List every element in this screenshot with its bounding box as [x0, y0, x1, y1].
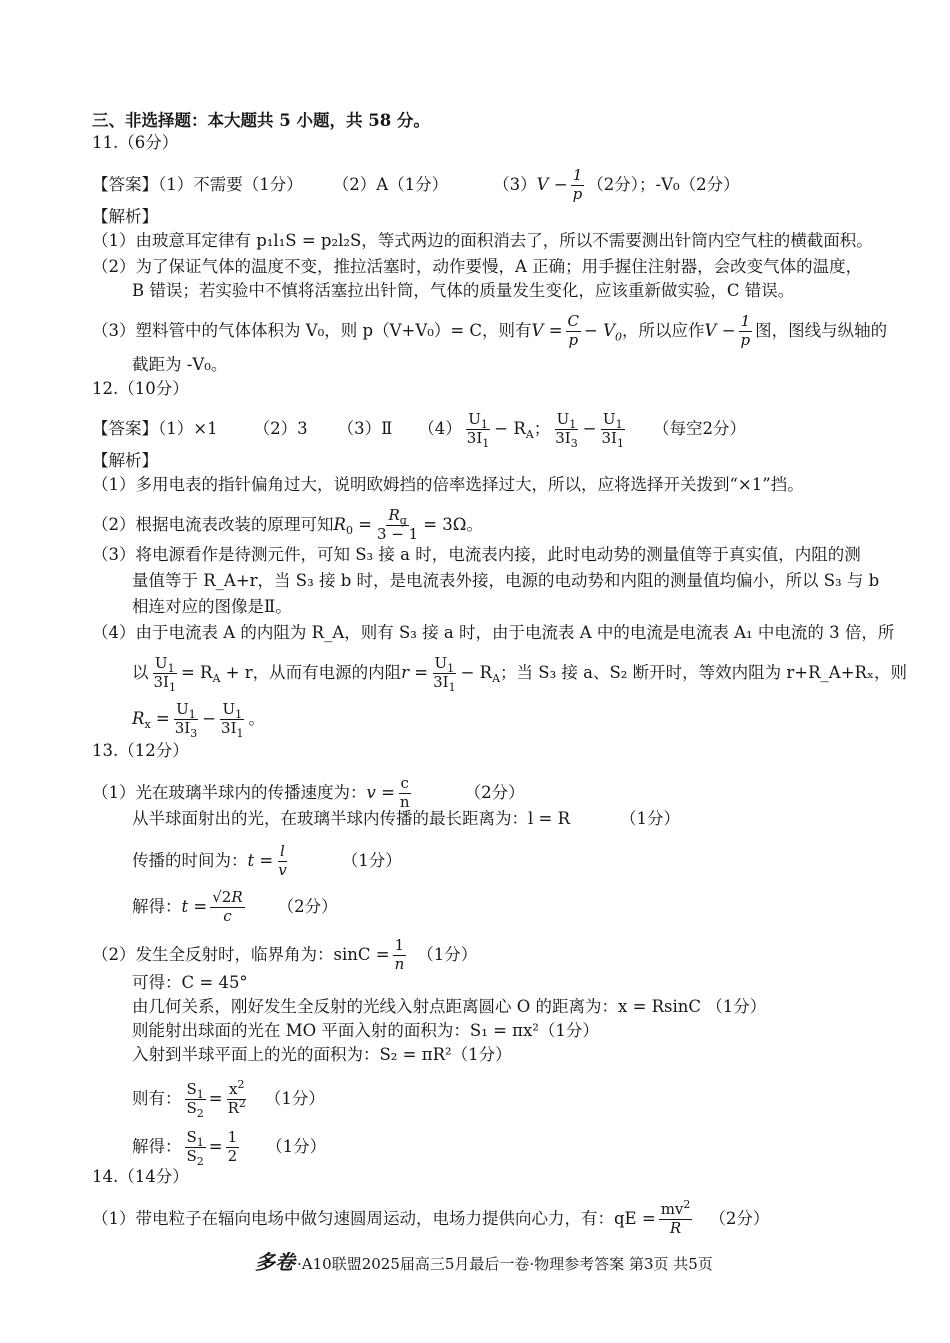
q13-part2-ratio: 则有： $\frac{S_1}{S_2}$ = $\frac{x^2}{R^2}$ （1分）	[132, 1078, 325, 1120]
q12-analysis-4-line3: $R_x$ = $\frac{U_1}{3I_3}$ − $\frac{U_1}{3I_1}$ 。	[132, 700, 265, 740]
q13-part2-critical: （2）发生全反射时，临界角为：sinC = $\frac{1}{n}$ （1分）	[92, 936, 478, 973]
q11-header: 11.（6分）	[92, 133, 179, 152]
q11-analysis-3-line2: 截距为 -V₀。	[132, 355, 228, 374]
q12-analysis-2-text: （2）根据电流表改装的原理可知	[92, 514, 334, 534]
q13-part1-distance	[132, 808, 680, 830]
q13-part1-time: 传播的时间为：t = $\frac{l}{v}$ （1分）	[132, 842, 402, 879]
q11-analysis-3-text-a: （3）塑料管中的气体体积为 V₀，则 p（V+V₀）= C，则有	[92, 320, 532, 340]
q14-part1-text: （1）带电粒子在辐向电场中做匀速圆周运动，电场力提供向心力，有：qE =	[92, 1208, 656, 1228]
q13-ratio-points: （1分）	[264, 1088, 325, 1108]
q11-analysis-2-line1: （2）为了保证气体的温度不变，推拉活塞时，动作要慢，A 正确；用手握住注射器，会改变气体的温度，	[92, 257, 863, 276]
q13-time-points: （1分）	[341, 850, 402, 870]
q11-analysis-label: 【解析】	[92, 207, 158, 226]
q13-distance-text: 从半球面射出的光，在玻璃半球内传播的最长距离为：l = R	[132, 809, 571, 828]
q12-header: 12.（10分）	[92, 379, 189, 398]
q11-answer-line	[92, 168, 740, 203]
q12-analysis-1: （1）多用电表的指针偏角过大，说明欧姆挡的倍率选择过大，所以，应将选择开关拨到“×1”挡。	[92, 475, 804, 494]
q12-analysis-2: （2）根据电流表改装的原理可知$R_0$ = $\frac{R_g}{3 - 1}$ = 3Ω。	[92, 506, 483, 543]
q13-part2-area1: 则能射出球面的光在 MO 平面入射的面积为：S₁ = πx²（1分）	[132, 1021, 599, 1040]
q13-part2-result: 解得： $\frac{S_1}{S_2}$ = $\frac{1}{2}$ （1分）	[132, 1128, 327, 1168]
q13-result-text: 解得：	[132, 896, 182, 916]
q13-part1-points: （2分）	[464, 782, 525, 802]
q11-answer-1: 【答案】（1）不需要（1分）	[92, 174, 303, 194]
q13-result-points: （2分）	[277, 896, 338, 916]
q12-answer-4-label: （4）	[418, 418, 462, 438]
q13-part2-distance: 由几何关系，刚好发生全反射的光线入射点距离圆心 O 的距离为：x = RsinC （1分）	[132, 997, 767, 1016]
q13-critical-points: （1分）	[417, 944, 478, 964]
q13-final-points: （1分）	[266, 1136, 327, 1156]
q11-answer-3-rest: （2分）；-V₀（2分）	[587, 174, 740, 194]
q11-analysis-2-line2: B 错误；若实验中不慎将活塞拉出针筒，气体的质量发生变化，应该重新做实验，C 错误。	[132, 281, 795, 300]
q11-analysis-formula-1: V = $\frac{C}{p}$ − $V_0$	[531, 312, 623, 349]
q11-analysis-formula-2: V − $\frac{1}{p}$	[704, 312, 751, 349]
q11-analysis-3-text-b: ，所以应作	[622, 320, 705, 340]
q11-analysis-1: （1）由玻意耳定律有 p₁l₁S = p₂l₂S，等式两边的面积消去了，所以不需要测出针筒内空气柱的横截面积。	[92, 231, 873, 250]
q11-answer-3-label: （3）	[493, 174, 537, 194]
brand-logo: 多卷	[255, 1250, 295, 1274]
q12-answer-2: （2）3	[253, 418, 308, 438]
q14-header: 14.（14分）	[92, 1167, 189, 1186]
q12-analysis-4-text-c: ；当 S₃ 接 a、S₂ 断开时，等效内阻为 r+R_A+Rₓ，则	[500, 662, 907, 682]
q12-analysis-4-line1: （4）由于电流表 A 的内阻为 R_A，则有 S₃ 接 a 时，由于电流表 A 中的电流是电流表 A₁ 中电流的 3 倍，所	[92, 623, 895, 642]
q13-part1-text: （1）光在玻璃半球内的传播速度为：	[92, 782, 367, 802]
q12-analysis-3-line1: （3）将电源看作是待测元件，可知 S₃ 接 a 时，电流表内接，此时电动势的测量值等于真实值，内阻的测	[92, 545, 861, 564]
section-title: 三、非选择题：本大题共 5 小题，共 58 分。	[92, 111, 430, 130]
q14-part1: （1）带电粒子在辐向电场中做匀速圆周运动，电场力提供向心力，有：qE = $\frac{mv^2}{R}$ （2分）	[92, 1198, 770, 1237]
q13-part1-result: 解得：t = $\frac{√2R}{c}$ （2分）	[132, 888, 338, 925]
q12-analysis-4-text-b: ，从而有电源的内阻	[252, 662, 402, 682]
q13-part2-area2: 入射到半球平面上的光的面积为：S₂ = πR²（1分）	[132, 1045, 512, 1064]
q12-answer-1: 【答案】（1）×1	[92, 418, 218, 438]
q11-analysis-3-text-c: 图，图线与纵轴的	[755, 320, 888, 340]
q13-distance-points: （1分）	[620, 809, 681, 828]
q12-analysis-4-text-a: 以	[132, 662, 149, 682]
q11-analysis-3-line1	[92, 314, 887, 349]
q13-time-text: 传播的时间为：	[132, 850, 248, 870]
q13-part2-angle: 可得：C = 45°	[132, 973, 248, 992]
q13-ratio-text: 则有：	[132, 1088, 182, 1108]
q13-final-text: 解得：	[132, 1136, 182, 1156]
q13-header: 13.（12分）	[92, 741, 189, 760]
page-footer	[255, 1246, 713, 1275]
q13-critical-text: （2）发生全反射时，临界角为：sinC =	[92, 944, 390, 964]
q13-part1-speed: （1）光在玻璃半球内的传播速度为：v = $\frac{c}{n}$ （2分）	[92, 774, 525, 811]
q11-formula: V − $\frac{1}{p}$	[536, 166, 583, 203]
q12-answer-line: 【答案】（1）×1 （2）3 （3）Ⅱ （4） $\frac{U_1}{3I_1}$ − $R_A$； $\frac{U_1}{3I_3}$ − $\frac{U_1}{3I_1}$ （每空2分）	[92, 410, 746, 450]
q14-part1-points: （2分）	[709, 1208, 770, 1228]
footer-text: ·A10联盟2025届高三5月最后一卷·物理参考答案 第3页 共5页	[297, 1255, 713, 1273]
q12-answer-points: （每空2分）	[652, 418, 746, 438]
q12-analysis-3-line2: 量值等于 R_A+r，当 S₃ 接 b 时，是电流表外接，电源的电动势和内阻的测量值均偏小，所以 S₃ 与 b	[132, 571, 880, 590]
q12-analysis-3-line3: 相连对应的图像是Ⅱ。	[132, 597, 292, 616]
q11-answer-2: （2）A（1分）	[332, 174, 449, 194]
q12-analysis-label: 【解析】	[92, 451, 158, 470]
q12-analysis-4-line2: 以 $\frac{U_1}{3I_1}$ = $R_A + r$，从而有电源的内阻r = $\frac{U_1}{3I_1}$ − $R_A$；当 S₃ 接 a、S₂ 断开时，等效内阻为 r+R_A+Rₓ，则	[132, 654, 907, 694]
q12-answer-3: （3）Ⅱ	[337, 418, 393, 438]
